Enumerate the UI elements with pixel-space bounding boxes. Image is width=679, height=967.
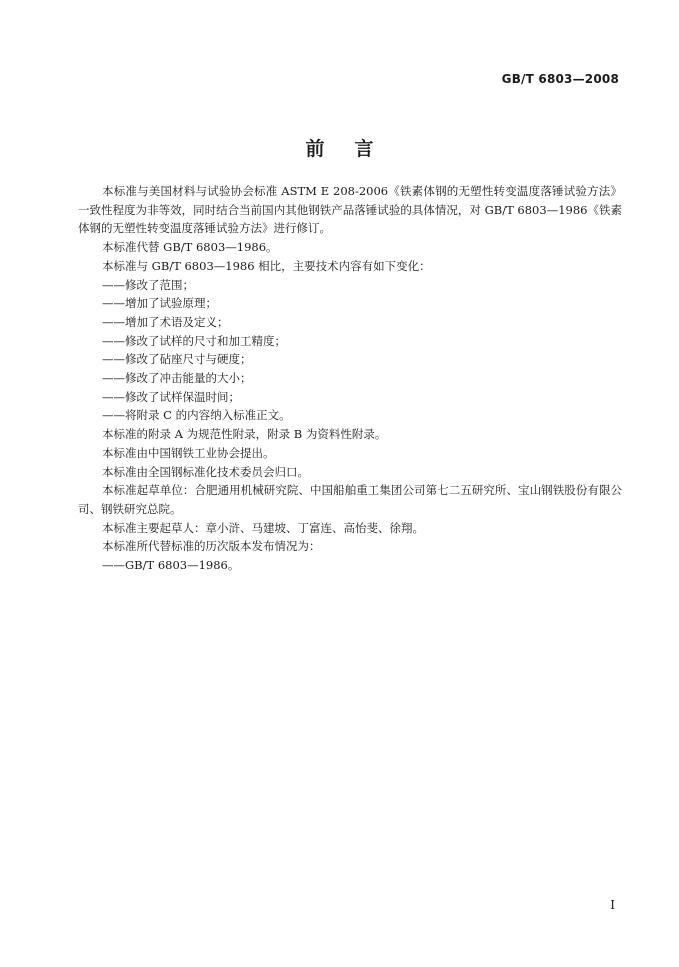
list-item: ——增加了术语及定义；: [102, 314, 229, 329]
list-item: ——增加了试验原理；: [102, 296, 217, 311]
paragraph-drafters: 本标准主要起草人：章小浒、马建坡、丁富连、高怡斐、徐翔。: [102, 520, 424, 535]
list-item: ——修改了范围；: [102, 277, 194, 292]
paragraph-committee: 本标准由全国钢标准化技术委员会归口。: [102, 464, 309, 479]
standard-code: GB/T 6803—2008: [501, 72, 619, 86]
list-item: ——修改了冲击能量的大小；: [102, 371, 252, 386]
list-item: ——修改了试样保温时间；: [102, 389, 240, 404]
paragraph-drafting-units: 本标准起草单位：合肥通用机械研究院、中国船舶重工集团公司第七二五研究所、宝山钢铁股份有限公司、钢铁研究总院。: [78, 483, 622, 516]
paragraph-proposer: 本标准由中国钢铁工业协会提出。: [102, 445, 275, 460]
paragraph-adoption: 本标准与美国材料与试验协会标准 ASTM E 208-2006《铁素体钢的无塑性转变温度落锤试验方法》一致性程度为非等效，同时结合当前国内其他钢铁产品落锤试验的具体情况，对 GB/T 6803—1986《铁素体钢的无塑性转变温度落锤试验方法》进行修订。: [78, 184, 622, 236]
list-item: ——修改了砧座尺寸与硬度；: [102, 352, 252, 367]
list-item: ——GB/T 6803—1986。: [102, 558, 240, 573]
paragraph-annexes: 本标准的附录 A 为规范性附录，附录 B 为资料性附录。: [102, 427, 387, 442]
list-item: ——将附录 C 的内容纳入标准正文。: [102, 408, 291, 423]
list-item: ——修改了试样的尺寸和加工精度；: [102, 333, 286, 348]
paragraph-history-intro: 本标准所代替标准的历次版本发布情况为：: [102, 539, 321, 554]
page-title: 前言: [305, 138, 404, 160]
paragraph-changes-intro: 本标准与 GB/T 6803—1986 相比，主要技术内容有如下变化：: [102, 258, 431, 273]
foreword-body: [78, 182, 622, 575]
page-number: I: [610, 898, 615, 912]
paragraph-replaces: 本标准代替 GB/T 6803—1986。: [102, 240, 278, 255]
